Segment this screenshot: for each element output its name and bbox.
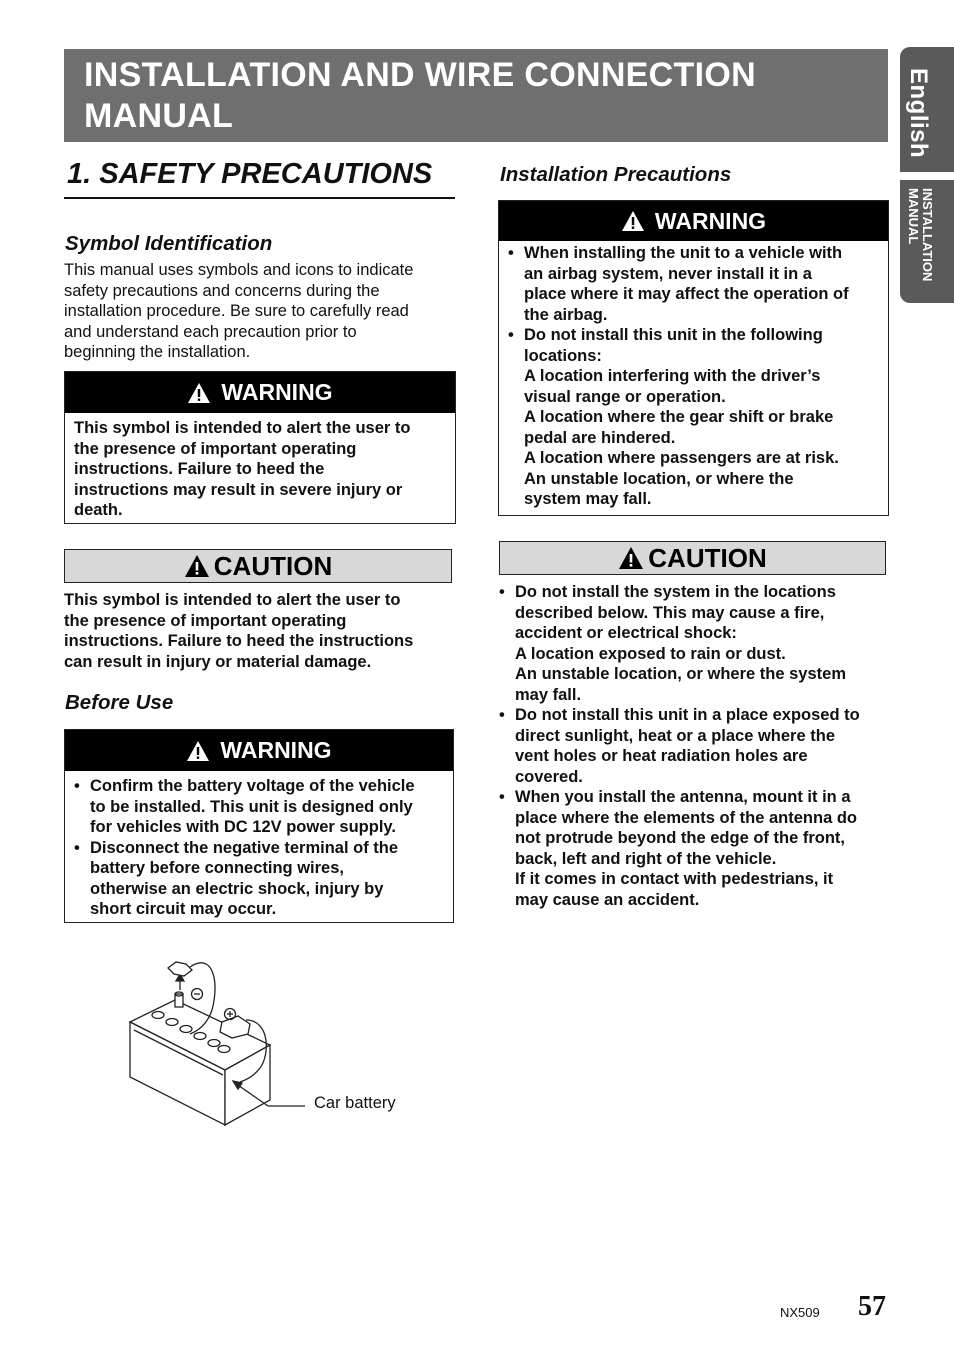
text-line: battery before connecting wires, bbox=[90, 859, 344, 877]
symbol-warning-box bbox=[64, 371, 456, 524]
page-title-line-2: MANUAL bbox=[84, 97, 234, 135]
warning-label: WARNING bbox=[654, 207, 767, 234]
text-line: can result in injury or material damage. bbox=[64, 652, 372, 671]
list-item bbox=[499, 705, 891, 787]
page-title-line-1: INSTALLATION AND WIRE CONNECTION bbox=[84, 56, 756, 94]
text-line: • Do not install the system in the locations bbox=[515, 583, 836, 601]
text-line: beginning the installation. bbox=[64, 343, 251, 361]
text-line: This symbol is intended to alert the user to bbox=[74, 419, 411, 437]
text-line: accident or electrical shock: bbox=[515, 624, 737, 642]
section-heading-rule bbox=[64, 197, 455, 199]
text-line: place where it may affect the operation of bbox=[524, 285, 849, 303]
text-line: and understand each precaution prior to bbox=[64, 322, 357, 341]
text-line: • When installing the unit to a vehicle with bbox=[524, 244, 843, 262]
text-line: the airbag. bbox=[524, 305, 608, 324]
installation-precautions-heading: Installation Precautions bbox=[500, 163, 732, 186]
symbol-identification-heading: Symbol Identification bbox=[65, 232, 273, 255]
text-line: safety precautions and concerns during the bbox=[64, 281, 380, 300]
list-item bbox=[508, 243, 878, 325]
before-use-warning-list bbox=[65, 771, 453, 920]
text-line: A location where passengers are at risk. bbox=[524, 449, 839, 467]
warning-label: WARNING bbox=[220, 737, 332, 763]
list-item bbox=[508, 325, 878, 510]
text-line: system may fall. bbox=[524, 490, 652, 508]
text-line: If it comes in contact with pedestrians, it bbox=[515, 870, 834, 888]
warning-header bbox=[65, 730, 453, 771]
text-line: vent holes or heat radiation holes are bbox=[515, 747, 808, 765]
text-line: otherwise an electric shock, injury by bbox=[90, 879, 384, 898]
text-line: An unstable location, or where the system bbox=[515, 665, 846, 683]
text-line: pedal are hindered. bbox=[524, 428, 676, 447]
caution-triangle-icon bbox=[184, 554, 210, 578]
symbol-warning-text bbox=[65, 413, 455, 521]
before-use-warning-box bbox=[64, 729, 454, 923]
before-use-heading: Before Use bbox=[65, 691, 174, 714]
text-line: short circuit may occur. bbox=[90, 900, 277, 918]
text-line: This symbol is intended to alert the user to bbox=[64, 591, 401, 609]
side-tab-section bbox=[904, 188, 934, 294]
text-line: may fall. bbox=[515, 685, 582, 704]
installation-warning-box bbox=[498, 200, 889, 516]
warning-label: WARNING bbox=[221, 379, 333, 405]
text-line: instructions. Failure to heed the bbox=[74, 460, 325, 478]
list-item bbox=[499, 787, 891, 910]
caution-label: CAUTION bbox=[648, 542, 767, 573]
text-line: to be installed. This unit is designed only bbox=[90, 797, 413, 816]
text-line: • Do not install this unit in a place exposed to bbox=[515, 706, 860, 724]
list-item bbox=[499, 582, 891, 705]
text-line: the presence of important operating bbox=[74, 439, 357, 458]
text-line: may cause an accident. bbox=[515, 890, 700, 909]
text-line: place where the elements of the antenna do bbox=[515, 808, 857, 827]
list-item bbox=[74, 838, 443, 920]
installation-caution-list bbox=[499, 582, 891, 910]
text-line: An unstable location, or where the bbox=[524, 469, 794, 488]
symbol-identification-text bbox=[64, 260, 456, 363]
symbol-caution-header bbox=[64, 549, 452, 583]
installation-warning-list bbox=[499, 241, 888, 510]
text-line: This manual uses symbols and icons to indicate bbox=[64, 261, 414, 279]
caution-triangle-icon bbox=[618, 546, 644, 570]
text-line: back, left and right of the vehicle. bbox=[515, 849, 777, 868]
text-line: locations: bbox=[524, 346, 602, 365]
text-line: installation procedure. Be sure to carefully read bbox=[64, 302, 409, 320]
text-line: A location interfering with the driver’s bbox=[524, 367, 821, 385]
text-line: • Confirm the battery voltage of the vehicle bbox=[90, 777, 415, 795]
text-line: instructions may result in severe injury or bbox=[74, 480, 403, 499]
text-line: described below. This may cause a fire, bbox=[515, 603, 825, 622]
text-line: direct sunlight, heat or a place where the bbox=[515, 726, 835, 745]
side-tab-language: English bbox=[905, 68, 932, 159]
car-battery-label: Car battery bbox=[314, 1094, 396, 1112]
text-line: for vehicles with DC 12V power supply. bbox=[90, 818, 396, 836]
side-tab-section-line-2: MANUAL bbox=[906, 188, 921, 245]
model-number: NX509 bbox=[780, 1305, 820, 1320]
section-heading: 1. SAFETY PRECAUTIONS bbox=[67, 158, 433, 190]
page-title bbox=[64, 49, 888, 142]
warning-triangle-icon bbox=[186, 740, 210, 762]
text-line: A location exposed to rain or dust. bbox=[515, 644, 786, 663]
text-line: the presence of important operating bbox=[64, 611, 347, 630]
list-item bbox=[74, 776, 443, 838]
side-tab-divider bbox=[900, 172, 954, 180]
page-number: 57 bbox=[858, 1291, 886, 1322]
warning-header bbox=[499, 201, 888, 241]
warning-triangle-icon bbox=[187, 382, 211, 404]
text-line: instructions. Failure to heed the instructions bbox=[64, 632, 414, 650]
text-line: • Do not install this unit in the following bbox=[524, 326, 823, 344]
caution-label: CAUTION bbox=[213, 550, 333, 581]
text-line: visual range or operation. bbox=[524, 387, 726, 406]
text-line: A location where the gear shift or brake bbox=[524, 408, 834, 426]
text-line: not protrude beyond the edge of the front, bbox=[515, 829, 845, 847]
text-line: death. bbox=[74, 501, 123, 519]
side-tab-section-line-1: INSTALLATION bbox=[920, 188, 935, 282]
symbol-caution-text bbox=[64, 590, 456, 672]
text-line: • When you install the antenna, mount it in a bbox=[515, 788, 851, 806]
installation-caution-header bbox=[499, 541, 886, 575]
text-line: an airbag system, never install it in a bbox=[524, 264, 812, 283]
warning-triangle-icon bbox=[621, 210, 645, 232]
text-line: • Disconnect the negative terminal of the bbox=[90, 838, 399, 857]
text-line: covered. bbox=[515, 767, 583, 786]
warning-header bbox=[65, 372, 455, 413]
